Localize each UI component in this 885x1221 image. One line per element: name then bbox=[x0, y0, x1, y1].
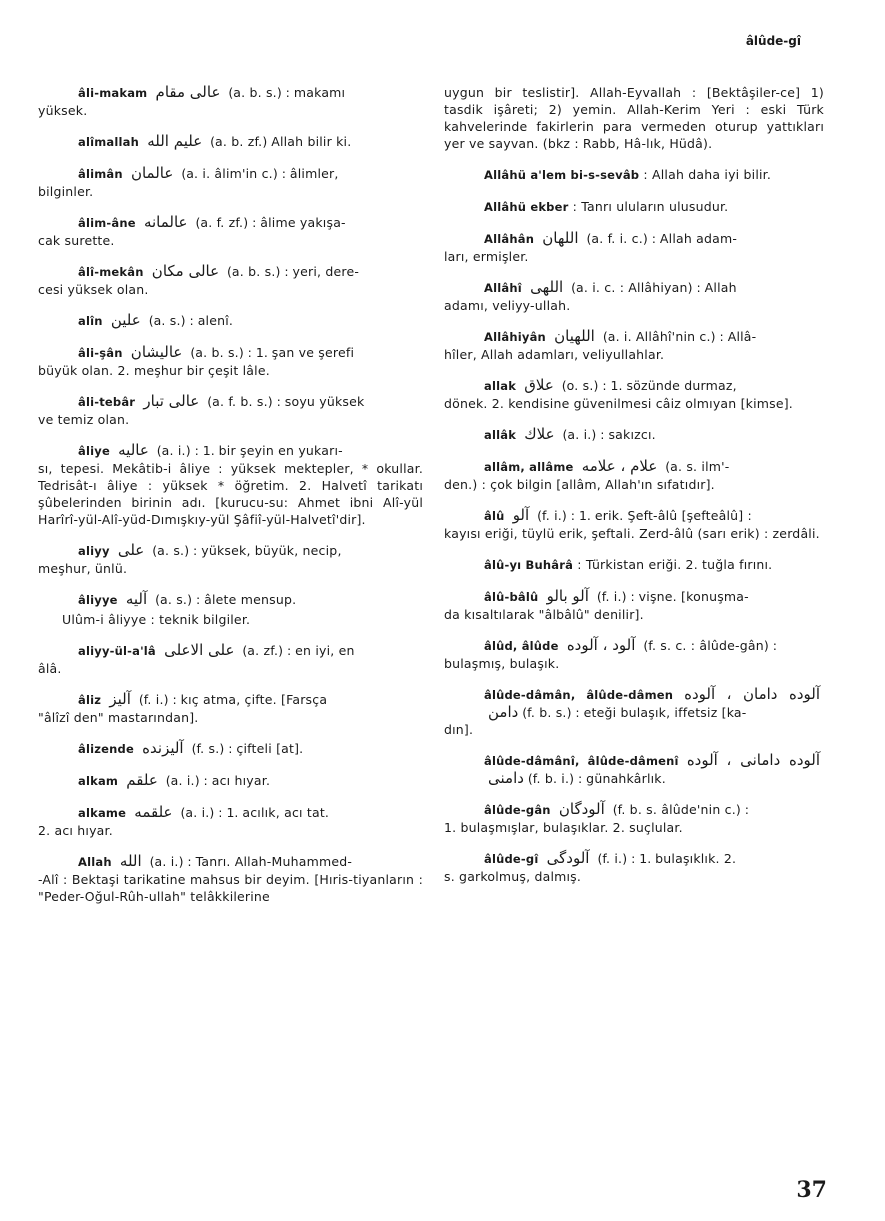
entry-definition: (a. f. i. c.) : Allah adam- bbox=[586, 231, 738, 246]
entry-definition-continued: ları, ermişler. bbox=[444, 249, 529, 264]
entry-first-line bbox=[38, 853, 423, 871]
entry-headword: âlûde-gî bbox=[484, 852, 539, 866]
entry-first-line bbox=[38, 591, 423, 609]
entry-definition-continued: meşhur, ünlü. bbox=[38, 561, 128, 576]
entry-first-line bbox=[444, 84, 824, 152]
entry-ottoman-script: آلودگان bbox=[558, 800, 605, 818]
entry-definition: (a. zf.) : en iyi, en bbox=[242, 643, 355, 658]
entry-headword: âli-makam bbox=[78, 86, 148, 100]
entry-headword: Allâhü ekber bbox=[484, 200, 569, 214]
entry-definition: (a. i.) : sakızcı. bbox=[562, 427, 656, 442]
entry-subentry: Ulûm-i âliyye : teknik bilgiler. bbox=[62, 612, 251, 627]
entry-first-line bbox=[444, 279, 824, 297]
entry-ottoman-script: على الاعلى bbox=[164, 641, 235, 659]
entry-first-line bbox=[444, 556, 824, 574]
entry-ottoman-script: عاليشان bbox=[130, 343, 183, 361]
entry-definition-continued: den.) : çok bilgin [allâm, Allah'ın sıfatıdır]. bbox=[444, 477, 715, 492]
entry-first-line bbox=[444, 637, 824, 655]
entry-first-line bbox=[444, 686, 824, 721]
dictionary-entry bbox=[444, 84, 824, 152]
entry-ottoman-script: علين bbox=[110, 311, 141, 329]
entry-headword: âlû-bâlû bbox=[484, 590, 539, 604]
entry-definition: (f. i.) : vişne. [konuşma- bbox=[596, 589, 749, 604]
entry-definition: (f. s.) : çifteli [at]. bbox=[191, 741, 304, 756]
dictionary-entry bbox=[444, 752, 824, 787]
entry-definition: (a. i.) : acı hıyar. bbox=[165, 773, 271, 788]
entry-definition: (a. i.) : 1. acılık, acı tat. bbox=[180, 805, 330, 820]
entry-definition: (f. b. i.) : günahkârlık. bbox=[527, 771, 666, 786]
entry-definition: (f. i.) : 1. erik. Şeft-âlû [şefteâlû] : bbox=[537, 508, 752, 523]
dictionary-entry bbox=[38, 393, 423, 428]
entry-headword: âlûde-gân bbox=[484, 803, 551, 817]
entry-first-line bbox=[38, 84, 423, 102]
dictionary-entry bbox=[38, 344, 423, 379]
entry-ottoman-script: عالمان bbox=[130, 164, 174, 182]
entry-headword: âlû-yı Buhârâ bbox=[484, 558, 574, 572]
entry-first-line bbox=[444, 458, 824, 476]
entry-definition-continued: yüksek. bbox=[38, 103, 88, 118]
entry-definition: (f. b. s. âlûde'nin c.) : bbox=[612, 802, 749, 817]
entry-ottoman-script: علاق bbox=[524, 376, 554, 394]
entry-definition-continued: da kısaltılarak "âlbâlû" denilir]. bbox=[444, 607, 644, 622]
entry-ottoman-script: آليزنده bbox=[142, 739, 184, 757]
entry-headword: alîn bbox=[78, 314, 103, 328]
entry-headword: aliyy-ül-a'lâ bbox=[78, 644, 156, 658]
entry-headword: âlim-âne bbox=[78, 216, 136, 230]
dictionary-entry bbox=[38, 442, 423, 528]
dictionary-entry bbox=[38, 312, 423, 330]
entry-definition: (a. i. âlim'in c.) : âlimler, bbox=[181, 166, 339, 181]
dictionary-entry bbox=[38, 642, 423, 677]
entry-definition: (a. s. ilm'- bbox=[665, 459, 730, 474]
entry-ottoman-script: آلوده دامان ، آلوده دامن bbox=[488, 685, 820, 721]
entry-ottoman-script: الله bbox=[119, 852, 142, 870]
dictionary-entry bbox=[444, 426, 824, 444]
dictionary-entry bbox=[444, 850, 824, 885]
dictionary-entry bbox=[444, 588, 824, 623]
entry-headword: âlû bbox=[484, 509, 505, 523]
entry-definition: uygun bir teslistir]. Allah-Eyvallah : [Bektâşiler-ce] 1) tasdik işâreti; 2) yemin. Allah-Kerim Yeri : eski Türk kahvelerinde fakirlerin para vermeden oturup yattıkları yer ve sayvan. (bkz : Rabb, Hâ-lık, Hüdâ). bbox=[444, 85, 824, 151]
dictionary-entry bbox=[38, 133, 423, 151]
entry-first-line bbox=[38, 133, 423, 151]
entry-definition-continued: ve temiz olan. bbox=[38, 412, 130, 427]
dictionary-entry bbox=[38, 804, 423, 839]
entry-definition-continued: dönek. 2. kendisine güvenilmesi câiz olmıyan [kimse]. bbox=[444, 396, 793, 411]
entry-definition: (o. s.) : 1. sözünde durmaz, bbox=[561, 378, 737, 393]
entry-first-line bbox=[444, 752, 824, 787]
entry-definition: (a. b. s.) : 1. şan ve şerefi bbox=[190, 345, 355, 360]
dictionary-entry bbox=[38, 165, 423, 200]
entry-definition: (a. f. b. s.) : soyu yüksek bbox=[207, 394, 365, 409]
entry-ottoman-script: آليه bbox=[125, 590, 148, 608]
dictionary-entry bbox=[444, 686, 824, 738]
entry-definition: (a. b. zf.) Allah bilir ki. bbox=[210, 134, 352, 149]
dictionary-entry bbox=[444, 801, 824, 836]
entry-definition-continued: sı, tepesi. Mekâtib-i âliye : yüksek mektepler, * okullar. Tedrisât-ı âliye : yüksek * öğretim. 2. Halvetî tarikatı şûbelerinden birinin adı. [kurucu-su: Ahmet ibni Alî-yül Harîrî-yül-Alî-yüd-Dımışkıy-yül Şâfiî-yül-Halvetî'dir]. bbox=[38, 461, 423, 527]
dictionary-entry bbox=[444, 377, 824, 412]
dictionary-entry bbox=[38, 542, 423, 577]
entry-ottoman-script: آلو bbox=[512, 506, 530, 524]
entry-definition: (a. b. s.) : makamı bbox=[228, 85, 346, 100]
entry-ottoman-script: آلوده دامانى ، آلوده دامنى bbox=[488, 751, 820, 787]
dictionary-entry bbox=[444, 556, 824, 574]
entry-first-line bbox=[38, 804, 423, 822]
entry-first-line bbox=[444, 377, 824, 395]
dictionary-entry bbox=[38, 263, 423, 298]
entry-headword: Allâhî bbox=[484, 281, 522, 295]
dictionary-entry bbox=[444, 166, 824, 184]
entry-headword: allâk bbox=[484, 428, 517, 442]
entry-definition-continued: bulaşmış, bulaşık. bbox=[444, 656, 560, 671]
dictionary-entry bbox=[38, 853, 423, 905]
entry-definition: (a. i.) : Tanrı. Allah-Muhammed- bbox=[149, 854, 353, 869]
dictionary-entry bbox=[444, 458, 824, 493]
entry-headword: allâm, allâme bbox=[484, 460, 574, 474]
entry-definition-continued: kayısı eriği, tüylü erik, şeftali. Zerd-âlû (sarı erik) : zerdâli. bbox=[444, 526, 820, 541]
running-head: âlûde-gî bbox=[745, 34, 801, 48]
entry-ottoman-script: عاليه bbox=[118, 441, 149, 459]
right-column bbox=[444, 84, 824, 899]
dictionary-entry bbox=[444, 637, 824, 672]
entry-headword: Allâhân bbox=[484, 232, 535, 246]
entry-definition: (f. s. c. : âlûde-gân) : bbox=[643, 638, 777, 653]
entry-ottoman-script: عليم الله bbox=[147, 132, 203, 150]
entry-definition: (a. b. s.) : yeri, dere- bbox=[227, 264, 360, 279]
entry-ottoman-script: عالى تبار bbox=[143, 392, 200, 410]
entry-definition: (a. i. c. : Allâhiyan) : Allah bbox=[571, 280, 737, 295]
entry-first-line bbox=[38, 165, 423, 183]
entry-first-line bbox=[38, 263, 423, 281]
entry-headword: âliz bbox=[78, 693, 102, 707]
entry-definition-continued: dın]. bbox=[444, 722, 474, 737]
dictionary-entry bbox=[38, 214, 423, 249]
dictionary-entry bbox=[444, 230, 824, 265]
entry-headword: alkam bbox=[78, 774, 119, 788]
entry-definition: (a. s.) : yüksek, büyük, necip, bbox=[152, 543, 342, 558]
entry-definition-continued: bilginler. bbox=[38, 184, 94, 199]
entry-ottoman-script: آليز bbox=[109, 690, 131, 708]
dictionary-entry bbox=[444, 279, 824, 314]
entry-first-line bbox=[38, 442, 423, 460]
entry-headword: âliye bbox=[78, 444, 110, 458]
entry-first-line bbox=[444, 328, 824, 346]
entry-first-line bbox=[444, 198, 824, 216]
entry-headword: âlûde-dâmân, âlûde-dâmen bbox=[484, 688, 674, 702]
entry-definition-continued: âlâ. bbox=[38, 661, 62, 676]
entry-definition-continued: 2. acı hıyar. bbox=[38, 823, 113, 838]
entry-first-line bbox=[38, 642, 423, 660]
entry-headword: âlizende bbox=[78, 742, 134, 756]
entry-first-line bbox=[444, 588, 824, 606]
dictionary-entry bbox=[38, 84, 423, 119]
entry-first-line bbox=[444, 850, 824, 868]
dictionary-entry bbox=[38, 591, 423, 628]
entry-definition: : Allah daha iyi bilir. bbox=[643, 167, 772, 182]
entry-ottoman-script: عالمانه bbox=[143, 213, 188, 231]
entry-headword: âli-tebâr bbox=[78, 395, 136, 409]
entry-definition: (a. s.) : âlete mensup. bbox=[155, 592, 297, 607]
entry-first-line bbox=[38, 542, 423, 560]
entry-headword: allak bbox=[484, 379, 517, 393]
entry-definition-continued: adamı, veliyy-ullah. bbox=[444, 298, 571, 313]
entry-ottoman-script: اللهيان bbox=[554, 327, 595, 345]
entry-definition: (a. s.) : alenî. bbox=[148, 313, 234, 328]
entry-headword: âlî-mekân bbox=[78, 265, 144, 279]
dictionary-entry bbox=[38, 772, 423, 790]
entry-ottoman-script: على bbox=[117, 541, 145, 559]
entry-headword: âlimân bbox=[78, 167, 123, 181]
entry-definition: : Tanrı uluların ulusudur. bbox=[572, 199, 729, 214]
entry-headword: âli-şân bbox=[78, 346, 123, 360]
entry-definition-continued: hîler, Allah adamları, veliyullahlar. bbox=[444, 347, 665, 362]
entry-definition-continued: cak surette. bbox=[38, 233, 115, 248]
dictionary-entry bbox=[444, 198, 824, 216]
entry-first-line bbox=[38, 740, 423, 758]
entry-definition-continued: "âlîzî den" mastarından]. bbox=[38, 710, 199, 725]
entry-headword: Allâhiyân bbox=[484, 330, 546, 344]
entry-headword: âlûde-dâmânî, âlûde-dâmenî bbox=[484, 754, 679, 768]
entry-first-line bbox=[444, 801, 824, 819]
page-number: 37 bbox=[796, 1177, 827, 1203]
dictionary-entry bbox=[38, 691, 423, 726]
entry-first-line bbox=[444, 507, 824, 525]
entry-ottoman-script: علقمه bbox=[134, 803, 173, 821]
entry-definition-continued: -Alî : Bektaşi tarikatine mahsus bir deyim. [Hıris-tiyanların : "Peder-Oğul-Rûh-ullah" telâkkilerine bbox=[38, 872, 423, 904]
entry-definition: (a. i.) : 1. bir şeyin en yukarı- bbox=[156, 443, 343, 458]
entry-first-line bbox=[444, 426, 824, 444]
entry-ottoman-script: عالى مقام bbox=[155, 83, 221, 101]
entry-first-line bbox=[38, 214, 423, 232]
entry-headword: Allâhü a'lem bi-s-sevâb bbox=[484, 168, 640, 182]
entry-headword: alkame bbox=[78, 806, 127, 820]
dictionary-entry bbox=[38, 740, 423, 758]
entry-first-line bbox=[38, 691, 423, 709]
entry-definition-continued: büyük olan. 2. meşhur bir çeşit lâle. bbox=[38, 363, 270, 378]
entry-definition: : Türkistan eriği. 2. tuğla fırını. bbox=[577, 557, 773, 572]
entry-ottoman-script: آلود ، آلوده bbox=[566, 636, 636, 654]
entry-headword: Allah bbox=[78, 855, 112, 869]
entry-definition: (a. f. zf.) : âlime yakışa- bbox=[195, 215, 346, 230]
entry-ottoman-script: آلو بالو bbox=[546, 587, 589, 605]
entry-first-line bbox=[444, 230, 824, 248]
entry-ottoman-script: اللهان bbox=[542, 229, 579, 247]
entry-definition: (f. i.) : kıç atma, çifte. [Farsça bbox=[138, 692, 328, 707]
entry-definition: (f. i.) : 1. bulaşıklık. 2. bbox=[597, 851, 737, 866]
entry-definition: (f. b. s.) : eteği bulaşık, iffetsiz [ka- bbox=[522, 705, 747, 720]
entry-definition-continued: cesi yüksek olan. bbox=[38, 282, 149, 297]
entry-ottoman-script: علقم bbox=[126, 771, 158, 789]
entry-ottoman-script: علاك bbox=[524, 425, 555, 443]
entry-headword: aliyy bbox=[78, 544, 110, 558]
left-column bbox=[38, 84, 423, 919]
entry-first-line bbox=[38, 312, 423, 330]
entry-ottoman-script: علام ، علامه bbox=[581, 457, 658, 475]
entry-first-line bbox=[38, 772, 423, 790]
entry-headword: âlûd, âlûde bbox=[484, 639, 559, 653]
entry-headword: âliyye bbox=[78, 593, 118, 607]
dictionary-entry bbox=[444, 507, 824, 542]
entry-definition: (a. i. Allâhî'nin c.) : Allâ- bbox=[602, 329, 757, 344]
entry-definition-continued: s. garkolmuş, dalmış. bbox=[444, 869, 582, 884]
entry-ottoman-script: اللهى bbox=[530, 278, 564, 296]
entry-ottoman-script: عالى مكان bbox=[151, 262, 220, 280]
entry-definition-continued: 1. bulaşmışlar, bulaşıklar. 2. suçlular. bbox=[444, 820, 683, 835]
entry-first-line bbox=[38, 393, 423, 411]
entry-ottoman-script: آلودگى bbox=[546, 849, 590, 867]
entry-first-line bbox=[38, 344, 423, 362]
dictionary-entry bbox=[444, 328, 824, 363]
entry-first-line bbox=[444, 166, 824, 184]
entry-headword: alîmallah bbox=[78, 135, 140, 149]
